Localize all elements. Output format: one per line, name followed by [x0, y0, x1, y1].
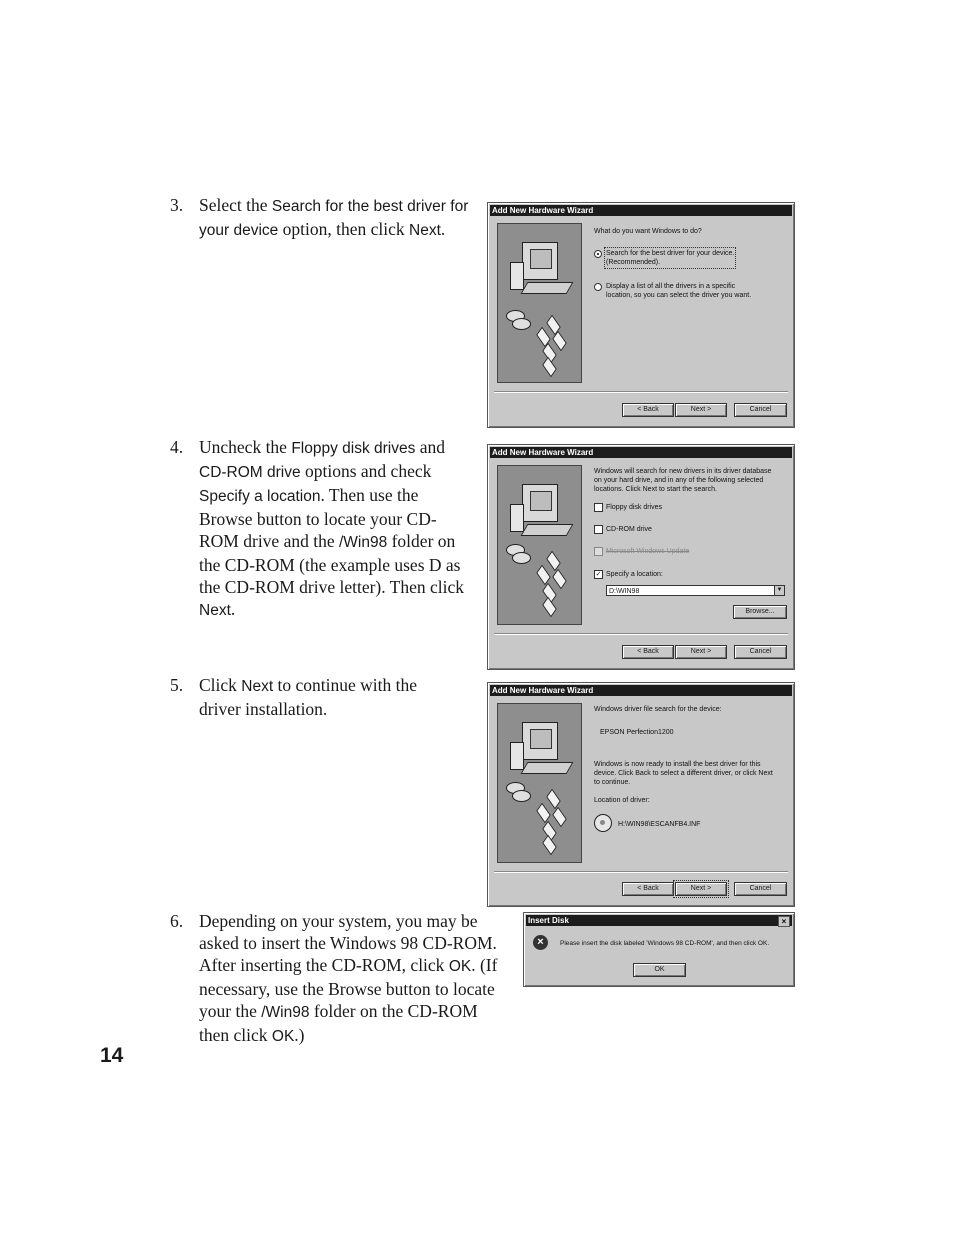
floppy-icon — [552, 569, 567, 590]
text: to continue with the driver installation. — [199, 675, 418, 719]
ui-term: for your device — [199, 198, 469, 239]
specify-location-label[interactable]: Specify a location: — [606, 571, 663, 578]
text: Click — [199, 675, 242, 695]
back-button[interactable]: < Back — [622, 882, 674, 896]
ui-term: Next — [199, 602, 231, 619]
ui-term: OK — [271, 1028, 295, 1045]
device-name: EPSON Perfection1200 — [600, 729, 674, 736]
windows-update-checkbox — [594, 547, 603, 556]
text: Uncheck the — [199, 437, 292, 457]
ready-line: to continue. — [594, 779, 631, 786]
ready-line: device. Click Back to select a different driver, or click Next — [594, 770, 773, 777]
floppy-icon — [552, 331, 567, 352]
text: and — [415, 437, 446, 457]
search-best-driver-label[interactable] — [606, 249, 734, 267]
intro-line: Windows will search for new drivers in its driver database — [594, 468, 772, 475]
floppy-drives-label[interactable]: Floppy disk drives — [606, 504, 663, 511]
dropdown-arrow-icon[interactable]: ▼ — [774, 586, 784, 595]
floppy-icon — [552, 807, 567, 828]
floppy-icon — [536, 565, 551, 586]
text: option, then click — [278, 219, 410, 239]
display-list-label[interactable] — [606, 282, 751, 300]
text: . Then use the Browse button to locate your CD-ROM drive and the — [199, 485, 437, 551]
location-combobox[interactable] — [606, 585, 785, 596]
back-button[interactable]: < Back — [622, 403, 674, 417]
text: folder on the CD-ROM then click — [199, 1001, 478, 1045]
search-heading: Windows driver file search for the device: — [594, 706, 722, 713]
wizard-graphic — [497, 703, 582, 863]
text: options and check — [300, 461, 432, 481]
wizard-graphic — [497, 465, 582, 625]
insert-disk-dialog — [523, 912, 795, 987]
wizard-question: What do you want Windows to do? — [594, 228, 702, 235]
ui-term: OK — [448, 958, 472, 975]
page-number: 14 — [100, 1044, 124, 1067]
cdrom-drive-checkbox[interactable] — [594, 525, 603, 534]
keyboard-icon — [521, 282, 574, 294]
ui-term: Floppy disk drives — [291, 440, 416, 457]
floppy-icon — [542, 357, 557, 378]
next-button[interactable]: Next > — [675, 403, 727, 417]
computer-icon — [522, 722, 558, 760]
close-icon[interactable]: × — [778, 916, 790, 927]
tower-icon — [510, 504, 524, 532]
floppy-icon — [546, 551, 561, 572]
text: . (If necessary, use the Browse button to locate your the — [199, 955, 498, 1021]
floppy-icon — [542, 597, 557, 618]
driver-location: H:\WIN98\ESCANFB4.INF — [618, 821, 701, 828]
step-text — [199, 674, 449, 720]
wizard-graphic — [497, 223, 582, 383]
cancel-button[interactable]: Cancel — [734, 403, 787, 417]
keyboard-icon — [521, 524, 574, 536]
text: Depending on your system, you may be asked to insert the Windows 98 CD-ROM. After inserting the CD-ROM, click — [199, 911, 497, 975]
dialog-title — [526, 915, 792, 926]
ui-term: Search for the best driver — [271, 198, 446, 215]
floppy-icon — [542, 835, 557, 856]
text: . — [440, 219, 446, 239]
divider — [494, 871, 788, 873]
intro-line: on your hard drive, and in any of the following selected — [594, 477, 764, 484]
cancel-button[interactable]: Cancel — [734, 645, 787, 659]
floppy-icon — [536, 803, 551, 824]
next-button[interactable]: Next > — [675, 645, 727, 659]
floppy-icon — [546, 789, 561, 810]
cd-icon — [512, 318, 531, 330]
ui-term: Next — [241, 678, 274, 695]
text: . — [230, 599, 236, 619]
ready-message — [594, 760, 773, 787]
search-best-driver-radio[interactable] — [594, 250, 602, 258]
cd-icon — [512, 790, 531, 802]
option-text: (Recommended). — [606, 259, 661, 266]
add-hardware-wizard-dialog-3 — [487, 682, 795, 907]
keyboard-icon — [521, 762, 574, 774]
option-text: location, so you can select the driver you want. — [606, 292, 752, 299]
windows-update-label: Microsoft Windows Update — [606, 548, 690, 555]
divider — [494, 633, 788, 635]
step-text — [199, 910, 511, 1048]
option-text: Display a list of all the drivers in a specific — [606, 283, 736, 290]
add-hardware-wizard-dialog-2 — [487, 444, 795, 670]
step-text — [199, 194, 479, 242]
option-text: Search for the best driver for your device. — [606, 250, 735, 257]
back-button[interactable]: < Back — [622, 645, 674, 659]
floppy-drives-checkbox[interactable] — [594, 503, 603, 512]
text: Select the — [199, 195, 272, 215]
ui-term: CD-ROM drive — [199, 464, 301, 481]
step-text — [199, 436, 471, 622]
location-label: Location of driver: — [594, 797, 650, 804]
text: .) — [294, 1025, 305, 1045]
ui-term: /Win98 — [338, 534, 388, 551]
step-number: 6. — [170, 911, 184, 931]
ui-term: Next — [409, 222, 441, 239]
ok-button[interactable]: OK — [633, 963, 686, 977]
computer-icon — [522, 484, 558, 522]
display-list-radio[interactable] — [594, 283, 602, 291]
next-button[interactable]: Next > — [675, 882, 727, 896]
divider — [494, 391, 788, 393]
step-number: 5. — [170, 675, 184, 695]
computer-icon — [522, 242, 558, 280]
insert-disk-message: Please insert the disk labeled 'Windows 98 CD-ROM', and then click OK. — [560, 940, 770, 947]
error-icon: × — [533, 935, 548, 950]
ready-line: Windows is now ready to install the best driver for this — [594, 761, 761, 768]
dialog-title: Add New Hardware Wizard — [490, 205, 792, 216]
ui-term: /Win98 — [261, 1004, 310, 1021]
tower-icon — [510, 742, 524, 770]
dialog-title: Add New Hardware Wizard — [490, 685, 792, 696]
wizard-intro — [594, 467, 771, 494]
ui-term: Specify a location — [199, 488, 321, 505]
title-text: Insert Disk — [528, 916, 569, 925]
intro-line: locations. Click Next to start the search. — [594, 486, 717, 493]
cdrom-drive-label[interactable]: CD-ROM drive — [606, 526, 652, 533]
step-number: 3. — [170, 195, 184, 215]
step-number: 4. — [170, 437, 184, 457]
cd-drive-icon — [594, 814, 612, 832]
specify-location-checkbox[interactable]: ✓ — [595, 571, 602, 578]
dialog-title: Add New Hardware Wizard — [490, 447, 792, 458]
cd-icon — [512, 552, 531, 564]
location-value: D:\WIN98 — [609, 588, 640, 595]
text: folder on the CD-ROM (the example uses D as the CD-ROM drive letter). Then click — [199, 531, 465, 597]
add-hardware-wizard-dialog-1 — [487, 202, 795, 428]
cancel-button[interactable]: Cancel — [734, 882, 787, 896]
browse-button[interactable]: Browse... — [733, 605, 787, 619]
tower-icon — [510, 262, 524, 290]
